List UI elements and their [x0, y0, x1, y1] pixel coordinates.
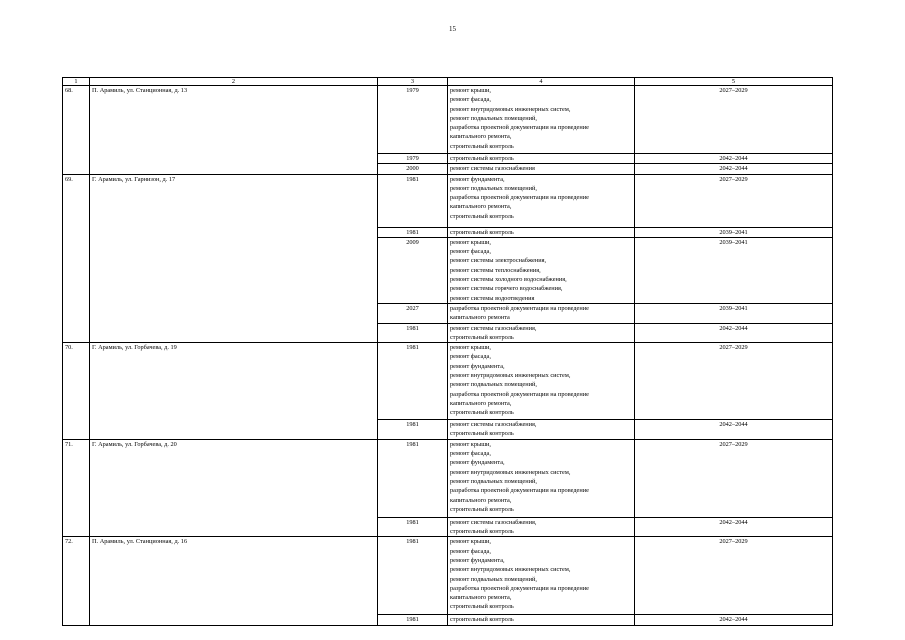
year-cell: 2009: [378, 237, 448, 303]
work-item: разработка проектной документации на проведение: [450, 487, 589, 495]
work-item: капитального ремонта,: [450, 496, 512, 504]
work-item: ремонт фундамента,: [450, 459, 505, 467]
year-cell: 1981: [378, 615, 448, 625]
work-item: ремонт фасада,: [450, 248, 491, 256]
header-cell: 3: [378, 78, 448, 86]
year-cell: 1979: [378, 154, 448, 164]
work-item: строительный контроль: [450, 142, 514, 150]
year-cell: 1981: [378, 227, 448, 237]
works-cell: [448, 537, 635, 615]
work-item: ремонт подвальных помещений,: [450, 575, 537, 583]
work-item: ремонт фундамента,: [450, 556, 505, 564]
works-cell: [448, 237, 635, 303]
work-item: ремонт системы газоснабжения: [450, 165, 535, 173]
period-cell: 2039–2041: [635, 237, 833, 303]
work-item: ремонт системы теплоснабжения,: [450, 266, 541, 274]
address-cell: П. Арамиль, ул. Станционная, д. 16: [90, 537, 378, 625]
work-item: ремонт крыши,: [450, 440, 492, 448]
works-cell: [448, 323, 635, 343]
capital-repair-table: [62, 77, 833, 626]
work-item: строительный контроль: [450, 616, 514, 624]
table-row: [63, 86, 833, 154]
works-cell: [448, 343, 635, 420]
work-item: ремонт системы холодного водоснабжения,: [450, 276, 567, 284]
work-item: ремонт крыши,: [450, 87, 492, 94]
year-cell: 1981: [378, 517, 448, 537]
period-cell: 2027–2029: [635, 343, 833, 420]
work-item: ремонт внутридомовых инженерных систем,: [450, 468, 571, 476]
work-item: разработка проектной документации на проведение: [450, 304, 589, 312]
work-item: капитального ремонта: [450, 314, 510, 322]
page-number: 15: [449, 25, 456, 33]
work-item: ремонт системы водоотведения: [450, 294, 535, 302]
period-cell: 2027–2029: [635, 537, 833, 615]
year-cell: 1979: [378, 86, 448, 154]
period-cell: 2039–2041: [635, 303, 833, 323]
work-item: ремонт системы газоснабжения,: [450, 421, 537, 429]
work-item: ремонт системы электроснабжения,: [450, 257, 547, 265]
table-row: [63, 537, 833, 615]
work-item: ремонт подвальных помещений,: [450, 114, 537, 122]
period-cell: 2042–2044: [635, 420, 833, 440]
table-header-row: [63, 78, 833, 86]
year-cell: 1981: [378, 323, 448, 343]
period-cell: 2042–2044: [635, 517, 833, 537]
work-item: ремонт крыши,: [450, 344, 492, 352]
work-item: строительный контроль: [450, 155, 514, 162]
year-cell: 1981: [378, 537, 448, 615]
year-cell: 2027: [378, 303, 448, 323]
year-cell: 1981: [378, 420, 448, 440]
works-cell: [448, 615, 635, 625]
work-item: ремонт подвальных помещений,: [450, 184, 537, 192]
works-cell: [448, 227, 635, 237]
table-row: [63, 439, 833, 517]
header-cell: 2: [90, 78, 378, 86]
header-cell: 4: [448, 78, 635, 86]
work-item: разработка проектной документации на проведение: [450, 124, 589, 132]
row-number-cell: 71.: [63, 439, 90, 537]
work-item: ремонт фундамента,: [450, 362, 505, 370]
header-cell: 1: [63, 78, 90, 86]
work-item: строительный контроль: [450, 333, 514, 341]
work-item: ремонт фундамента,: [450, 175, 505, 183]
works-cell: [448, 439, 635, 517]
work-item: ремонт внутридомовых инженерных систем,: [450, 372, 571, 380]
work-item: разработка проектной документации на проведение: [450, 194, 589, 202]
period-cell: 2042–2044: [635, 323, 833, 343]
works-cell: [448, 164, 635, 174]
year-cell: 2000: [378, 164, 448, 174]
works-cell: [448, 154, 635, 164]
address-cell: П. Арамиль, ул. Станционная, д. 13: [90, 86, 378, 175]
work-item: ремонт крыши,: [450, 538, 492, 546]
address-cell: Г. Арамиль, ул. Гарнизон, д. 17: [90, 174, 378, 343]
work-item: ремонт подвальных помещений,: [450, 381, 537, 389]
work-item: строительный контроль: [450, 212, 514, 220]
year-cell: 1981: [378, 439, 448, 517]
period-cell: 2042–2044: [635, 615, 833, 625]
work-item: строительный контроль: [450, 528, 514, 536]
work-item: строительный контроль: [450, 505, 514, 513]
table-row: [63, 343, 833, 420]
work-item: ремонт крыши,: [450, 238, 492, 246]
work-item: разработка проектной документации на проведение: [450, 584, 589, 592]
row-number-cell: 72.: [63, 537, 90, 625]
address-cell: Г. Арамиль, ул. Горбачева, д. 19: [90, 343, 378, 440]
work-item: строительный контроль: [450, 409, 514, 417]
work-item: ремонт системы горячего водоснабжения,: [450, 285, 563, 293]
year-cell: 1981: [378, 174, 448, 227]
work-item: капитального ремонта,: [450, 594, 512, 602]
work-item: капитального ремонта,: [450, 203, 512, 211]
row-number-cell: 70.: [63, 343, 90, 440]
row-number-cell: 68.: [63, 86, 90, 175]
works-cell: [448, 517, 635, 537]
works-cell: [448, 86, 635, 154]
year-cell: 1981: [378, 343, 448, 420]
work-item: ремонт системы газоснабжения,: [450, 518, 537, 526]
work-item: разработка проектной документации на проведение: [450, 390, 589, 398]
work-item: ремонт фасада,: [450, 353, 491, 361]
period-cell: 2027–2029: [635, 439, 833, 517]
work-item: капитального ремонта,: [450, 399, 512, 407]
row-number-cell: 69.: [63, 174, 90, 343]
table-row: [63, 174, 833, 227]
period-cell: 2042–2044: [635, 164, 833, 174]
work-item: ремонт системы газоснабжения,: [450, 324, 537, 332]
work-item: ремонт внутридомовых инженерных систем,: [450, 566, 571, 574]
works-cell: [448, 303, 635, 323]
works-cell: [448, 174, 635, 227]
work-item: строительный контроль: [450, 228, 514, 236]
period-cell: 2039–2041: [635, 227, 833, 237]
period-cell: 2027–2029: [635, 86, 833, 154]
work-item: ремонт фасада,: [450, 96, 491, 104]
work-item: ремонт подвальных помещений,: [450, 477, 537, 485]
address-cell: Г. Арамиль, ул. Горбачева, д. 20: [90, 439, 378, 537]
work-item: капитального ремонта,: [450, 133, 512, 141]
work-item: ремонт фасада,: [450, 547, 491, 555]
period-cell: 2042–2044: [635, 154, 833, 164]
work-item: ремонт фасада,: [450, 450, 491, 458]
works-cell: [448, 420, 635, 440]
period-cell: 2027–2029: [635, 174, 833, 227]
work-item: ремонт внутридомовых инженерных систем,: [450, 105, 571, 113]
header-cell: 5: [635, 78, 833, 86]
work-item: строительный контроль: [450, 430, 514, 438]
work-item: строительный контроль: [450, 603, 514, 611]
